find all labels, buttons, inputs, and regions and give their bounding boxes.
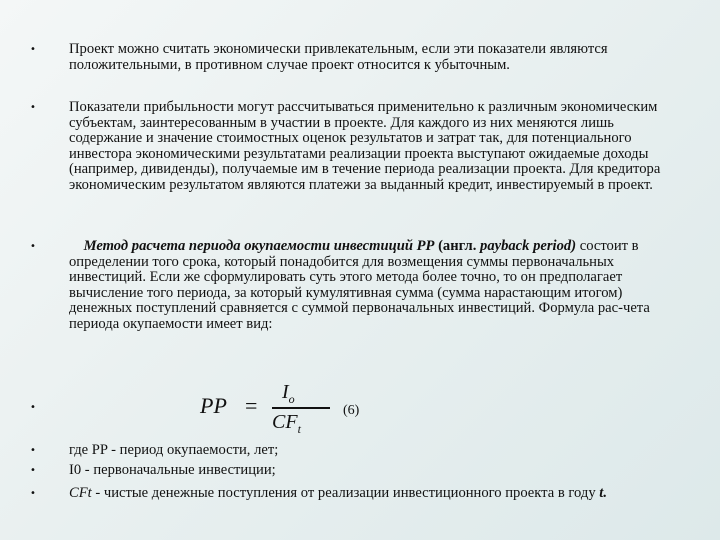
definition-term: CFt xyxy=(69,485,92,501)
denominator-main: CF xyxy=(272,411,298,433)
bullet-icon: • xyxy=(30,241,36,252)
definition-text: где PP - период окупаемости, лет; xyxy=(69,442,279,458)
item-text: Проект можно считать экономически привлекательным, если эти показатели являются положительными, в противном случае проект относится к убыточным. xyxy=(69,41,608,73)
formula-equals: = xyxy=(245,393,258,418)
formula-lhs: PP xyxy=(200,393,227,418)
bullet-icon: • xyxy=(30,465,36,476)
bullet-icon: • xyxy=(30,102,36,113)
definition-text: I0 - первоначальные инвестиции; xyxy=(69,462,276,478)
bullet-icon: • xyxy=(30,402,36,413)
payback-formula xyxy=(200,381,400,437)
bullet-icon: • xyxy=(30,44,36,55)
english-prefix: (англ. xyxy=(434,238,481,254)
formula-denominator xyxy=(272,411,301,437)
definition-body: - чистые денежные поступления от реализации инвестиционного проекта в году xyxy=(91,485,600,501)
bullet-item-def-pp xyxy=(30,442,678,459)
numerator-main: I xyxy=(282,381,289,403)
item-text xyxy=(69,239,678,333)
bullet-icon: • xyxy=(30,445,36,456)
item-text: Показатели прибыльности могут рассчитываться применительно к различным экономическим субъектам, заинтересованным в участии в проекте. Для каждого из них меняются лишь содержание и значение стоимостных оценок результатов и затрат так, для потенциального инвестора экономическими результатами реализации проекта выступают ожидаемые доходы (например, дивиденды), получаемые им в течение периода реализации проекта. Для кредитора экономическим результатом являются платежи за выданный кредит, инвестируемый в проект. xyxy=(69,99,661,193)
denominator-sub: t xyxy=(297,422,301,436)
bullet-item-profit-indicators xyxy=(30,99,678,194)
bullet-item-profitability-condition xyxy=(30,41,678,73)
bullet-item-def-i0 xyxy=(30,462,678,479)
numerator-sub: o xyxy=(288,392,295,406)
english-term: payback period) xyxy=(480,238,577,254)
method-description: состоит в определении того срока, который понадобится для возмещения суммы первоначальных инвестиций. Если же сформулировать суть этого метода более точно, то он предполагает вычисление того периода, за который кумулятивная сумма (сумма нарастающим итогом) денежных поступлений сравняется с суммой первоначальных инвестиций. Формула рас-чета периода окупаемости имеет вид: xyxy=(69,238,650,332)
bullet-icon: • xyxy=(30,488,36,499)
formula-number: (6) xyxy=(343,403,360,418)
bullet-item-def-cft xyxy=(30,485,678,502)
bullet-item-payback-method xyxy=(30,238,678,333)
definition-suffix: t. xyxy=(599,485,607,501)
definition-text xyxy=(69,486,678,502)
formula-numerator xyxy=(282,381,295,407)
method-name: Метод расчета периода окупаемости инвестиций PP xyxy=(83,238,435,254)
fraction-bar xyxy=(272,407,330,409)
